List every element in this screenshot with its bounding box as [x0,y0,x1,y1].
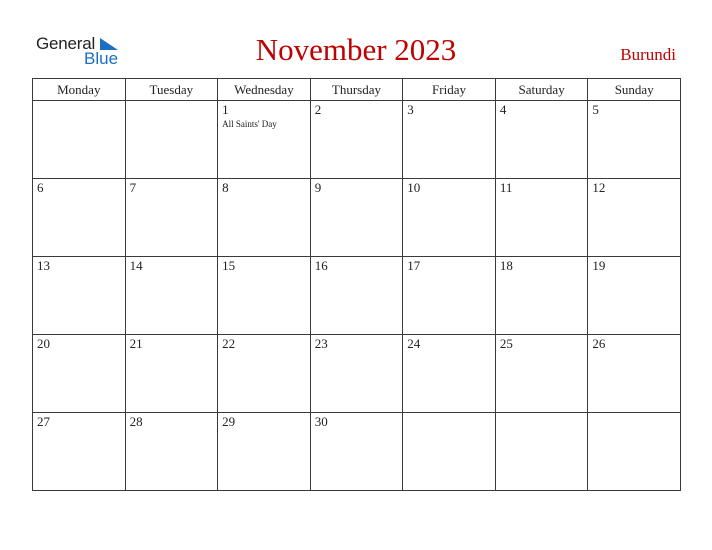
day-cell [125,413,218,491]
day-cell [218,335,311,413]
day-cell [218,101,311,179]
day-number: 28 [129,414,143,429]
day-number: 1 [222,102,229,117]
day-number: 27 [37,414,50,429]
weekday-header: Monday [33,79,126,101]
holiday-label: All Saints' Day [222,119,277,129]
day-cell [310,101,403,179]
day-number: 10 [407,180,421,195]
day-cell-empty [588,413,681,491]
day-number: 18 [499,258,513,273]
day-number: 9 [314,180,322,195]
day-cell-empty [33,101,126,179]
day-number: 20 [37,336,50,351]
day-cell [33,257,126,335]
day-cell [310,257,403,335]
day-cell [588,335,681,413]
day-number: 3 [407,102,414,117]
day-number: 26 [592,336,606,351]
day-cell [495,101,588,179]
day-cell [310,413,403,491]
day-number: 25 [499,336,513,351]
day-cell [218,413,311,491]
weekday-header: Friday [403,79,496,101]
day-cell [125,257,218,335]
day-number: 29 [222,414,236,429]
day-cell [403,179,496,257]
week-row [33,101,681,179]
day-number: 21 [129,336,143,351]
page-title: November 2023 [255,32,457,67]
day-cell [310,335,403,413]
day-number: 19 [592,258,606,273]
week-row [33,335,681,413]
weekday-header: Saturday [495,79,588,101]
day-cell [495,335,588,413]
day-cell-empty [495,413,588,491]
day-cell [588,179,681,257]
day-cell [33,335,126,413]
day-number: 22 [222,336,236,351]
weekday-header: Sunday [588,79,681,101]
weekday-header: Wednesday [218,79,311,101]
day-number: 8 [222,180,229,195]
day-cell [403,335,496,413]
day-number: 17 [407,258,421,273]
day-number: 12 [592,180,606,195]
day-number: 6 [37,180,44,195]
country-label: Burundi [620,45,676,64]
day-number: 15 [222,258,236,273]
week-row [33,413,681,491]
day-number: 23 [314,336,328,351]
day-number: 14 [129,258,143,273]
day-number: 2 [314,102,322,117]
day-cell [218,179,311,257]
day-cell [33,413,126,491]
logo-word-blue: Blue [84,49,119,68]
day-number: 11 [499,180,513,195]
day-number: 16 [314,258,328,273]
day-number: 5 [592,102,599,117]
day-cell [403,101,496,179]
day-number: 13 [37,258,50,273]
day-cell [495,257,588,335]
calendar-grid [32,78,681,491]
day-cell [403,257,496,335]
day-cell [125,179,218,257]
day-number: 24 [407,336,421,351]
week-row [33,257,681,335]
day-cell [588,257,681,335]
day-cell-empty [403,413,496,491]
weekday-header: Thursday [310,79,403,101]
day-cell [218,257,311,335]
day-number: 7 [129,180,137,195]
day-cell-empty [125,101,218,179]
day-number: 30 [314,414,328,429]
weekday-header: Tuesday [125,79,218,101]
day-cell [310,179,403,257]
logo-word-general: General [36,34,96,53]
day-cell [588,101,681,179]
day-cell [125,335,218,413]
day-cell [495,179,588,257]
day-number: 4 [499,102,507,117]
week-row [33,179,681,257]
weekday-header-row [33,79,681,101]
day-cell [33,179,126,257]
